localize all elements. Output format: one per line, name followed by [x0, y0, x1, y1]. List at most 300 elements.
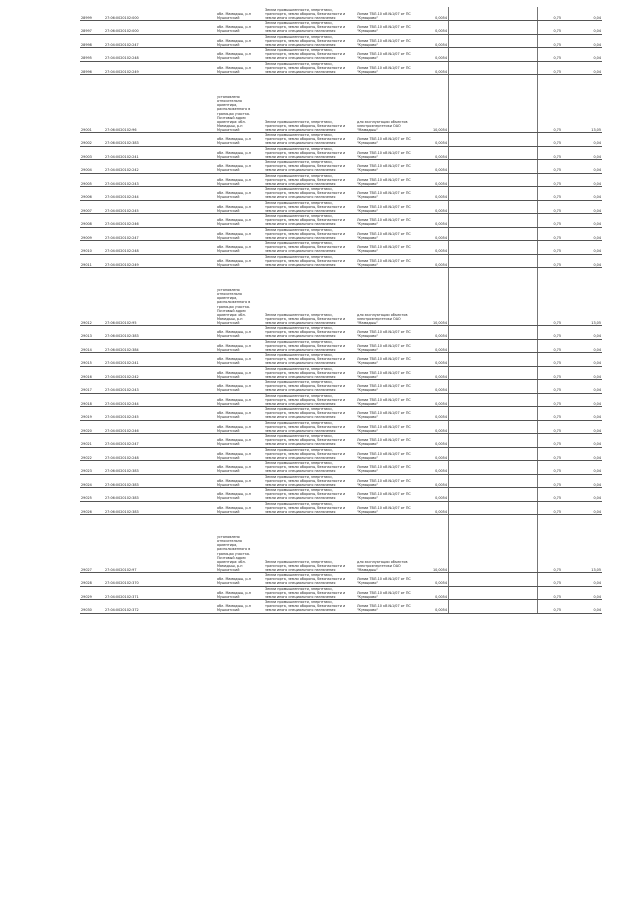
tax-amount-cell: 0,04	[562, 48, 602, 62]
table-row	[80, 339, 602, 353]
tax-amount-cell: 0,04	[562, 34, 602, 48]
permitted-use-cell: Линии ТВЛ-10 кВ №1/07 от ПС "Кумырово"	[356, 146, 422, 160]
permitted-use-cell: для эксплуатации объектов электроэнергетики ОАО "Мамадыш"	[356, 75, 422, 133]
table-row	[80, 61, 602, 75]
cadastral-number-cell: 27:04:0020102:248	[104, 447, 216, 461]
empty-cell	[449, 488, 538, 502]
tax-rate-cell: 0,75	[538, 366, 563, 380]
tax-amount-cell: 0,04	[562, 187, 602, 201]
land-category-cell: Земли промышленности, энергетики, транспорта, земли обороны, безопасности и земли иного специального назначения	[264, 474, 356, 488]
land-category-cell: Земли промышленности, энергетики, транспорта, земли обороны, безопасности и земли иного специального назначения	[264, 254, 356, 268]
address-cell: обл. Мамадыш, р-н Мушкатский	[216, 586, 264, 600]
land-category-cell: Земли промышленности, энергетики, транспорта, земли обороны, безопасности и земли иного специального назначения	[264, 75, 356, 133]
parcel-id-cell: 29022	[80, 447, 104, 461]
table-row	[80, 434, 602, 448]
parcel-id-cell: 29015	[80, 353, 104, 367]
empty-cell	[449, 515, 538, 573]
empty-cell	[449, 34, 538, 48]
empty-cell	[449, 407, 538, 421]
tax-rate-cell: 0,75	[538, 160, 563, 174]
table-row	[80, 600, 602, 614]
empty-cell	[449, 200, 538, 214]
address-cell: обл. Мамадыш, р-н Мушкатский	[216, 339, 264, 353]
land-category-cell: Земли промышленности, энергетики, транспорта, земли обороны, безопасности и земли иного специального назначения	[264, 339, 356, 353]
cadastral-number-cell: 27:04:0020102:241	[104, 146, 216, 160]
empty-cell	[449, 241, 538, 255]
permitted-use-cell: Линии ТВЛ-10 кВ №1/07 от ПС "Кумырово"	[356, 600, 422, 614]
tax-rate-cell: 0,75	[538, 34, 563, 48]
cadastral-number-cell: 27:04:0020102:245	[104, 407, 216, 421]
area-cell: 0,0054	[422, 366, 449, 380]
permitted-use-cell: Линии ТВЛ-10 кВ №1/07 от ПС "Кумырово"	[356, 393, 422, 407]
tax-amount-cell: 0,04	[562, 160, 602, 174]
cadastral-number-cell: 27:04:0020102:247	[104, 434, 216, 448]
address-cell: обл. Мамадыш, р-н Мушкатский	[216, 380, 264, 394]
table-row	[80, 254, 602, 268]
table-row	[80, 366, 602, 380]
empty-cell	[449, 501, 538, 515]
tax-rate-cell: 0,75	[538, 326, 563, 340]
parcel-id-cell: 29020	[80, 420, 104, 434]
tax-rate-cell: 0,75	[538, 21, 563, 35]
parcel-id-cell: 29017	[80, 380, 104, 394]
land-category-cell: Земли промышленности, энергетики, транспорта, земли обороны, безопасности и земли иного специального назначения	[264, 461, 356, 475]
address-cell: обл. Мамадыш, р-н Мушкатский	[216, 21, 264, 35]
address-cell: обл. Мамадыш, р-н Мушкатский	[216, 461, 264, 475]
tax-amount-cell: 0,04	[562, 380, 602, 394]
tax-rate-cell: 0,75	[538, 353, 563, 367]
tax-amount-cell: 0,04	[562, 488, 602, 502]
cadastral-number-cell: 27:04:0020102:243	[104, 380, 216, 394]
empty-cell	[449, 461, 538, 475]
permitted-use-cell: Линии ТВЛ-10 кВ №1/07 от ПС "Кумырово"	[356, 353, 422, 367]
parcel-id-cell: 29012	[80, 268, 104, 326]
land-category-cell: Земли промышленности, энергетики, транспорта, земли обороны, безопасности и земли иного специального назначения	[264, 393, 356, 407]
land-category-cell: Земли промышленности, энергетики, транспорта, земли обороны, безопасности и земли иного специального назначения	[264, 380, 356, 394]
empty-cell	[449, 600, 538, 614]
cadastral-number-cell: 27:04:0020102:242	[104, 160, 216, 174]
land-category-cell: Земли промышленности, энергетики, транспорта, земли обороны, безопасности и земли иного специального назначения	[264, 586, 356, 600]
parcel-id-cell: 28999	[80, 7, 104, 21]
empty-cell	[449, 187, 538, 201]
cadastral-number-cell: 27:04:0020102:241	[104, 353, 216, 367]
area-cell: 0,0054	[422, 7, 449, 21]
permitted-use-cell: Линии ТВЛ-10 кВ №1/07 от ПС "Кумырово"	[356, 474, 422, 488]
empty-cell	[449, 339, 538, 353]
tax-rate-cell: 0,75	[538, 573, 563, 587]
area-cell: 0,0054	[422, 326, 449, 340]
address-cell: обл. Мамадыш, р-н Мушкатский	[216, 160, 264, 174]
parcel-id-cell: 29011	[80, 254, 104, 268]
land-category-cell: Земли промышленности, энергетики, транспорта, земли обороны, безопасности и земли иного специального назначения	[264, 420, 356, 434]
area-cell: 0,0054	[422, 461, 449, 475]
table-row	[80, 133, 602, 147]
parcel-id-cell: 29004	[80, 160, 104, 174]
area-cell: 0,0054	[422, 48, 449, 62]
tax-rate-cell: 0,75	[538, 75, 563, 133]
area-cell: 0,0054	[422, 254, 449, 268]
tax-amount-cell: 0,04	[562, 461, 602, 475]
table-row	[80, 474, 602, 488]
land-register-table	[80, 7, 602, 614]
tax-amount-cell: 0,04	[562, 173, 602, 187]
table-row	[80, 7, 602, 21]
address-cell: обл. Мамадыш, р-н Мушкатский	[216, 61, 264, 75]
parcel-id-cell: 28995	[80, 48, 104, 62]
table-row	[80, 573, 602, 587]
cadastral-number-cell: 27:04:0020102:245	[104, 200, 216, 214]
address-cell: обл. Мамадыш, р-н Мушкатский	[216, 434, 264, 448]
cadastral-number-cell: 27:04:0020102:372	[104, 600, 216, 614]
tax-rate-cell: 0,75	[538, 339, 563, 353]
table-row	[80, 420, 602, 434]
tax-amount-cell: 0,04	[562, 353, 602, 367]
address-cell: обл. Мамадыш, р-н Мушкатский	[216, 34, 264, 48]
parcel-id-cell: 29001	[80, 75, 104, 133]
table-row	[80, 214, 602, 228]
tax-amount-cell: 0,04	[562, 407, 602, 421]
cadastral-number-cell: 27:06:0020102:383	[104, 501, 216, 515]
address-cell: обл. Мамадыш, р-н Мушкатский	[216, 187, 264, 201]
tax-rate-cell: 0,75	[538, 200, 563, 214]
permitted-use-cell: Линии ТВЛ-10 кВ №1/07 от ПС "Кумырово"	[356, 501, 422, 515]
empty-cell	[449, 160, 538, 174]
area-cell: 0,0054	[422, 173, 449, 187]
address-cell: обл. Мамадыш, р-н Мушкатский	[216, 326, 264, 340]
area-cell: 10,0054	[422, 515, 449, 573]
cadastral-number-cell: 27:04:0020102:249	[104, 254, 216, 268]
tax-amount-cell: 0,04	[562, 573, 602, 587]
tax-amount-cell: 0,04	[562, 447, 602, 461]
area-cell: 0,0054	[422, 573, 449, 587]
table-row	[80, 21, 602, 35]
area-cell: 0,0054	[422, 474, 449, 488]
empty-cell	[449, 326, 538, 340]
land-category-cell: Земли промышленности, энергетики, транспорта, земли обороны, безопасности и земли иного специального назначения	[264, 573, 356, 587]
tax-amount-cell: 0,04	[562, 586, 602, 600]
cadastral-number-cell: 27:04:0020102:244	[104, 187, 216, 201]
tax-amount-cell: 0,04	[562, 474, 602, 488]
empty-cell	[449, 474, 538, 488]
table-row	[80, 48, 602, 62]
cadastral-number-cell: 27:04:0020102:97	[104, 515, 216, 573]
cadastral-number-cell: 27:06:0020102:384	[104, 339, 216, 353]
cadastral-number-cell: 27:06:0020102:000	[104, 21, 216, 35]
tax-rate-cell: 0,75	[538, 214, 563, 228]
tax-amount-cell: 0,04	[562, 339, 602, 353]
area-cell: 0,0054	[422, 353, 449, 367]
land-category-cell: Земли промышленности, энергетики, транспорта, земли обороны, безопасности и земли иного специального назначения	[264, 326, 356, 340]
land-category-cell: Земли промышленности, энергетики, транспорта, земли обороны, безопасности и земли иного специального назначения	[264, 61, 356, 75]
table-row	[80, 160, 602, 174]
tax-rate-cell: 0,75	[538, 501, 563, 515]
empty-cell	[449, 393, 538, 407]
tax-rate-cell: 0,75	[538, 173, 563, 187]
land-category-cell: Земли промышленности, энергетики, транспорта, земли обороны, безопасности и земли иного специального назначения	[264, 227, 356, 241]
address-cell: обл. Мамадыш, р-н Мушкатский	[216, 366, 264, 380]
permitted-use-cell: Линии ТВЛ-10 кВ №1/07 от ПС "Кумырово"	[356, 241, 422, 255]
address-cell: обл. Мамадыш, р-н Мушкатский	[216, 214, 264, 228]
land-category-cell: Земли промышленности, энергетики, транспорта, земли обороны, безопасности и земли иного специального назначения	[264, 48, 356, 62]
address-cell: обл. Мамадыш, р-н Мушкатский	[216, 254, 264, 268]
empty-cell	[449, 447, 538, 461]
land-category-cell: Земли промышленности, энергетики, транспорта, земли обороны, безопасности и земли иного специального назначения	[264, 241, 356, 255]
table-row	[80, 200, 602, 214]
parcel-id-cell: 29016	[80, 366, 104, 380]
land-category-cell: Земли промышленности, энергетики, транспорта, земли обороны, безопасности и земли иного специального назначения	[264, 434, 356, 448]
parcel-id-cell: 29026	[80, 501, 104, 515]
empty-cell	[449, 61, 538, 75]
cadastral-number-cell: 27:06:0020102:95	[104, 268, 216, 326]
area-cell: 0,0054	[422, 214, 449, 228]
address-cell: обл. Мамадыш, р-н Мушкатский	[216, 407, 264, 421]
tax-amount-cell: 0,04	[562, 146, 602, 160]
land-category-cell: Земли промышленности, энергетики, транспорта, земли обороны, безопасности и земли иного специального назначения	[264, 353, 356, 367]
cadastral-number-cell: 27:04:0020102:244	[104, 393, 216, 407]
table-row	[80, 146, 602, 160]
permitted-use-cell: Линии ТВЛ-10 кВ №1/07 от ПС "Кумырово"	[356, 187, 422, 201]
tax-amount-cell: 0,04	[562, 393, 602, 407]
permitted-use-cell: Линии ТВЛ-10 кВ №1/07 от ПС "Кумырово"	[356, 380, 422, 394]
empty-cell	[449, 573, 538, 587]
permitted-use-cell: Линии ТВЛ-10 кВ №1/07 от ПС "Кумырово"	[356, 21, 422, 35]
permitted-use-cell: Линии ТВЛ-10 кВ №1/07 от ПС "Кумырово"	[356, 7, 422, 21]
permitted-use-cell: Линии ТВЛ-10 кВ №1/07 от ПС "Кумырово"	[356, 434, 422, 448]
land-category-cell: Земли промышленности, энергетики, транспорта, земли обороны, безопасности и земли иного специального назначения	[264, 34, 356, 48]
empty-cell	[449, 214, 538, 228]
address-cell: обл. Мамадыш, р-н Мушкатский	[216, 600, 264, 614]
area-cell: 0,0054	[422, 339, 449, 353]
cadastral-number-cell: 27:04:0020102:246	[104, 420, 216, 434]
table-row	[80, 447, 602, 461]
parcel-id-cell: 29013	[80, 326, 104, 340]
area-cell: 10,0054	[422, 75, 449, 133]
table-body	[80, 7, 602, 613]
tax-amount-cell: 0,04	[562, 200, 602, 214]
area-cell: 0,0054	[422, 227, 449, 241]
area-cell: 0,0054	[422, 420, 449, 434]
cadastral-number-cell: 27:06:0020102:383	[104, 461, 216, 475]
address-cell: обл. Мамадыш, р-н Мушкатский	[216, 447, 264, 461]
permitted-use-cell: Линии ТВЛ-10 кВ №1/07 от ПС "Кумырово"	[356, 447, 422, 461]
table-row	[80, 407, 602, 421]
cadastral-number-cell: 27:06:0020102:383	[104, 133, 216, 147]
table-row	[80, 393, 602, 407]
tax-rate-cell: 0,75	[538, 434, 563, 448]
land-category-cell: Земли промышленности, энергетики, транспорта, земли обороны, безопасности и земли иного специального назначения	[264, 173, 356, 187]
tax-rate-cell: 0,75	[538, 474, 563, 488]
tax-rate-cell: 0,75	[538, 254, 563, 268]
permitted-use-cell: Линии ТВЛ-10 кВ №1/07 от ПС "Кумырово"	[356, 173, 422, 187]
tax-rate-cell: 0,75	[538, 146, 563, 160]
cadastral-number-cell: 27:06:0020102:383	[104, 474, 216, 488]
address-cell: обл. Мамадыш, р-н Мушкатский	[216, 227, 264, 241]
tax-amount-cell: 0,04	[562, 61, 602, 75]
address-cell: обл. Мамадыш, р-н Мушкатский	[216, 488, 264, 502]
table-row	[80, 380, 602, 394]
cadastral-number-cell: 27:04:0020102:248	[104, 241, 216, 255]
permitted-use-cell: Линии ТВЛ-10 кВ №1/07 от ПС "Кумырово"	[356, 407, 422, 421]
tax-amount-cell: 0,04	[562, 227, 602, 241]
address-cell: установлено относительно ориентира, расположенного в границах участка. Почтовый адрес ориентира: обл. Мамадыш, р-н Мушкатский	[216, 268, 264, 326]
permitted-use-cell: для эксплуатации объектов электроэнергетики ОАО "Мамадыш"	[356, 268, 422, 326]
address-cell: обл. Мамадыш, р-н Мушкатский	[216, 501, 264, 515]
tax-amount-cell: 0,04	[562, 241, 602, 255]
parcel-id-cell: 29009	[80, 227, 104, 241]
area-cell: 0,0054	[422, 434, 449, 448]
empty-cell	[449, 586, 538, 600]
parcel-id-cell: 29010	[80, 241, 104, 255]
parcel-id-cell: 29025	[80, 488, 104, 502]
cadastral-number-cell: 27:04:0020102:246	[104, 214, 216, 228]
tax-rate-cell: 0,75	[538, 268, 563, 326]
land-category-cell: Земли промышленности, энергетики, транспорта, земли обороны, безопасности и земли иного специального назначения	[264, 7, 356, 21]
address-cell: установлено относительно ориентира, расположенного в границах участка. Почтовый адрес ориентира: обл. Мамадыш, р-н Мушкатский	[216, 515, 264, 573]
tax-rate-cell: 0,75	[538, 447, 563, 461]
land-category-cell: Земли промышленности, энергетики, транспорта, земли обороны, безопасности и земли иного специального назначения	[264, 366, 356, 380]
cadastral-number-cell: 27:06:0020102:000	[104, 7, 216, 21]
tax-amount-cell: 0,04	[562, 254, 602, 268]
permitted-use-cell: Линии ТВЛ-10 кВ №1/07 от ПС "Кумырово"	[356, 200, 422, 214]
table-row	[80, 461, 602, 475]
address-cell: обл. Мамадыш, р-н Мушкатский	[216, 146, 264, 160]
tax-rate-cell: 0,75	[538, 133, 563, 147]
tax-rate-cell: 0,75	[538, 393, 563, 407]
tax-amount-cell: 0,04	[562, 501, 602, 515]
parcel-id-cell: 29027	[80, 515, 104, 573]
empty-cell	[449, 380, 538, 394]
area-cell: 0,0054	[422, 61, 449, 75]
permitted-use-cell: Линии ТВЛ-10 кВ №1/07 от ПС "Кумырово"	[356, 420, 422, 434]
parcel-id-cell: 29002	[80, 133, 104, 147]
tax-rate-cell: 0,75	[538, 7, 563, 21]
address-cell: обл. Мамадыш, р-н Мушкатский	[216, 393, 264, 407]
parcel-id-cell: 28998	[80, 34, 104, 48]
area-cell: 0,0054	[422, 160, 449, 174]
address-cell: обл. Мамадыш, р-н Мушкатский	[216, 573, 264, 587]
permitted-use-cell: Линии ТВЛ-10 кВ №1/07 от ПС "Кумырово"	[356, 34, 422, 48]
table-row	[80, 241, 602, 255]
land-category-cell: Земли промышленности, энергетики, транспорта, земли обороны, безопасности и земли иного специального назначения	[264, 407, 356, 421]
tax-amount-cell: 0,04	[562, 420, 602, 434]
table-row	[80, 173, 602, 187]
area-cell: 0,0054	[422, 393, 449, 407]
tax-rate-cell: 0,75	[538, 61, 563, 75]
address-cell: установлено относительно ориентира, расположенного в границах участка. Почтовый адрес ориентира: обл. Мамадыш, р-н Мушкатский	[216, 75, 264, 133]
parcel-id-cell: 29006	[80, 187, 104, 201]
tax-amount-cell: 0,04	[562, 214, 602, 228]
permitted-use-cell: Линии ТВЛ-10 кВ №1/07 от ПС "Кумырово"	[356, 133, 422, 147]
tax-rate-cell: 0,75	[538, 380, 563, 394]
table-row	[80, 268, 602, 326]
tax-rate-cell: 0,75	[538, 586, 563, 600]
land-category-cell: Земли промышленности, энергетики, транспорта, земли обороны, безопасности и земли иного специального назначения	[264, 187, 356, 201]
area-cell: 10,0054	[422, 268, 449, 326]
area-cell: 0,0054	[422, 241, 449, 255]
address-cell: обл. Мамадыш, р-н Мушкатский	[216, 133, 264, 147]
parcel-id-cell: 29019	[80, 407, 104, 421]
permitted-use-cell: Линии ТВЛ-10 кВ №1/07 от ПС "Кумырово"	[356, 160, 422, 174]
tax-amount-cell: 13,05	[562, 515, 602, 573]
cadastral-number-cell: 27:04:0020102:248	[104, 48, 216, 62]
land-category-cell: Земли промышленности, энергетики, транспорта, земли обороны, безопасности и земли иного специального назначения	[264, 146, 356, 160]
parcel-id-cell: 29005	[80, 173, 104, 187]
tax-rate-cell: 0,75	[538, 488, 563, 502]
empty-cell	[449, 227, 538, 241]
cadastral-number-cell: 27:04:0020102:371	[104, 586, 216, 600]
parcel-id-cell: 29018	[80, 393, 104, 407]
table-row	[80, 75, 602, 133]
permitted-use-cell: для эксплуатации объектов электроэнергетики ОАО "Мамадыш"	[356, 515, 422, 573]
cadastral-number-cell: 27:04:0020102:247	[104, 34, 216, 48]
empty-cell	[449, 254, 538, 268]
area-cell: 0,0054	[422, 586, 449, 600]
table-row	[80, 326, 602, 340]
area-cell: 0,0054	[422, 34, 449, 48]
empty-cell	[449, 268, 538, 326]
parcel-id-cell: 29021	[80, 434, 104, 448]
cadastral-number-cell: 27:04:0020102:247	[104, 227, 216, 241]
permitted-use-cell: Линии ТВЛ-10 кВ №1/07 от ПС "Кумырово"	[356, 366, 422, 380]
tax-amount-cell: 0,04	[562, 7, 602, 21]
area-cell: 0,0054	[422, 447, 449, 461]
area-cell: 0,0054	[422, 146, 449, 160]
address-cell: обл. Мамадыш, р-н Мушкатский	[216, 241, 264, 255]
permitted-use-cell: Линии ТВЛ-10 кВ №1/07 от ПС "Кумырово"	[356, 573, 422, 587]
parcel-id-cell: 28996	[80, 61, 104, 75]
area-cell: 0,0054	[422, 187, 449, 201]
tax-amount-cell: 0,04	[562, 434, 602, 448]
permitted-use-cell: Линии ТВЛ-10 кВ №1/07 от ПС "Кумырово"	[356, 254, 422, 268]
area-cell: 0,0054	[422, 200, 449, 214]
parcel-id-cell: 28997	[80, 21, 104, 35]
tax-rate-cell: 0,75	[538, 461, 563, 475]
parcel-id-cell: 29029	[80, 586, 104, 600]
tax-rate-cell: 0,75	[538, 227, 563, 241]
address-cell: обл. Мамадыш, р-н Мушкатский	[216, 474, 264, 488]
area-cell: 0,0054	[422, 407, 449, 421]
permitted-use-cell: Линии ТВЛ-10 кВ №1/07 от ПС "Кумырово"	[356, 488, 422, 502]
parcel-id-cell: 29030	[80, 600, 104, 614]
table-row	[80, 34, 602, 48]
address-cell: обл. Мамадыш, р-н Мушкатский	[216, 7, 264, 21]
tax-amount-cell: 0,04	[562, 326, 602, 340]
tax-rate-cell: 0,75	[538, 420, 563, 434]
parcel-id-cell: 29003	[80, 146, 104, 160]
land-category-cell: Земли промышленности, энергетики, транспорта, земли обороны, безопасности и земли иного специального назначения	[264, 200, 356, 214]
permitted-use-cell: Линии ТВЛ-10 кВ №1/07 от ПС "Кумырово"	[356, 326, 422, 340]
land-category-cell: Земли промышленности, энергетики, транспорта, земли обороны, безопасности и земли иного специального назначения	[264, 515, 356, 573]
address-cell: обл. Мамадыш, р-н Мушкатский	[216, 420, 264, 434]
empty-cell	[449, 146, 538, 160]
land-category-cell: Земли промышленности, энергетики, транспорта, земли обороны, безопасности и земли иного специального назначения	[264, 488, 356, 502]
area-cell: 0,0054	[422, 133, 449, 147]
land-category-cell: Земли промышленности, энергетики, транспорта, земли обороны, безопасности и земли иного специального назначения	[264, 447, 356, 461]
parcel-id-cell: 29024	[80, 474, 104, 488]
empty-cell	[449, 133, 538, 147]
cadastral-number-cell: 27:06:0020102:383	[104, 326, 216, 340]
cadastral-number-cell: 27:06:0020102:96	[104, 75, 216, 133]
area-cell: 0,0054	[422, 380, 449, 394]
tax-amount-cell: 0,04	[562, 133, 602, 147]
land-category-cell: Земли промышленности, энергетики, транспорта, земли обороны, безопасности и земли иного специального назначения	[264, 133, 356, 147]
table-row	[80, 501, 602, 515]
tax-amount-cell: 0,04	[562, 366, 602, 380]
address-cell: обл. Мамадыш, р-н Мушкатский	[216, 48, 264, 62]
empty-cell	[449, 434, 538, 448]
table-row	[80, 586, 602, 600]
empty-cell	[449, 75, 538, 133]
